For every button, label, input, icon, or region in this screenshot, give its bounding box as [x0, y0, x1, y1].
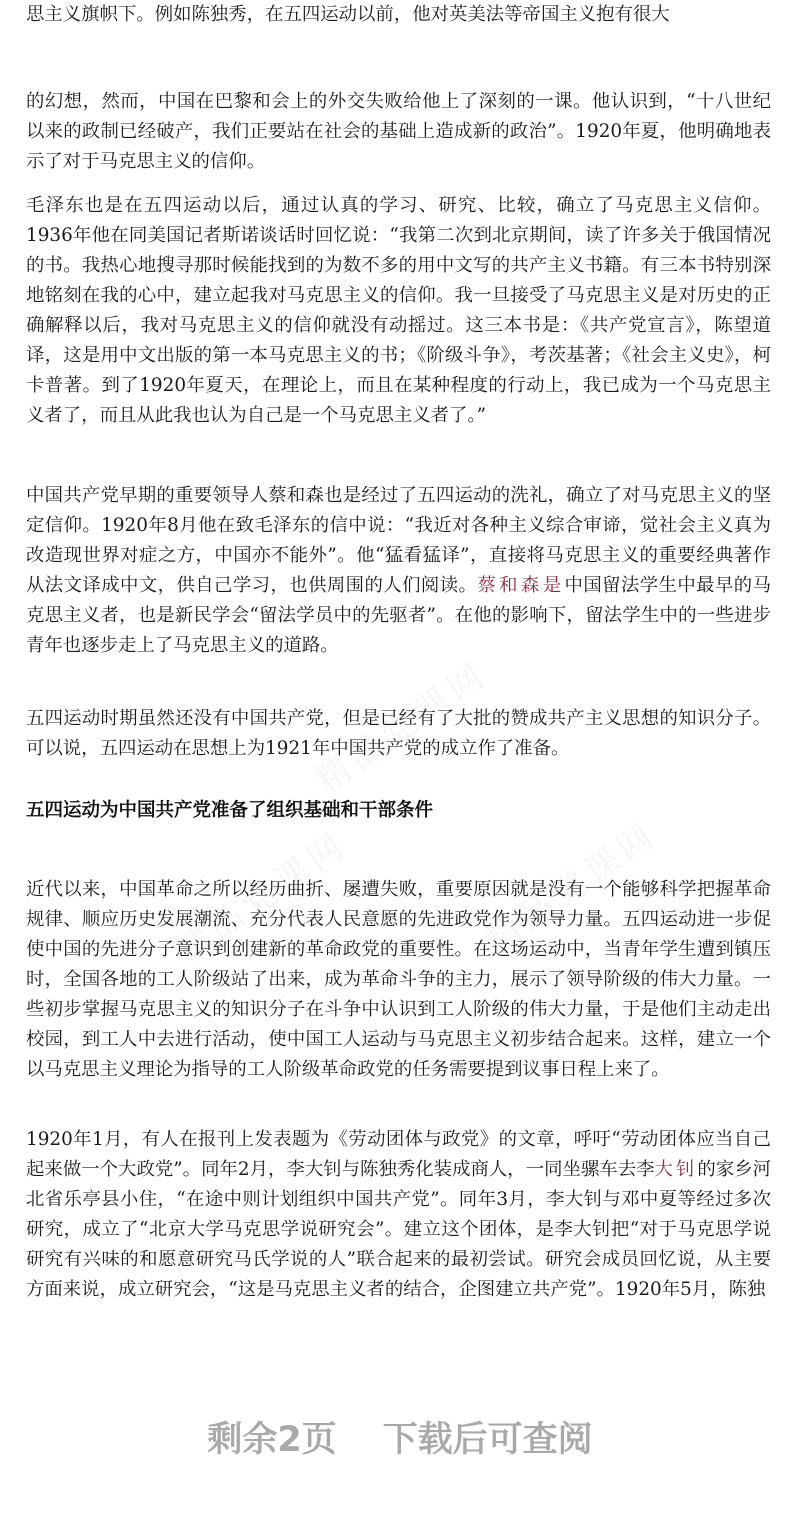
highlighted-name: 大钊 [654, 1159, 698, 1180]
download-prompt[interactable] [0, 1412, 800, 1462]
paragraph-text: 中国共产党早期的重要领导人蔡和森也是经过了五四运动的洗礼，确立了对马克思主义的坚定信仰。1920年8月他在致毛泽东的信中说：“我近对各种主义综合审谛，觉社会主义真为改造现世界对症之方，中国亦不能外”。他“猛看猛译”，直接将马克思主义的重要经典著作从法文译成中文，供自己学习，也供周围的人们阅读。 [26, 485, 771, 596]
paragraph-chen-duxiu-intro: 思主义旗帜下。例如陈独秀，在五四运动以前，他对英美法等帝国主义抱有很大 [26, 4, 670, 25]
paragraph-text: 中国留法学生中最早的马克思主义者，也是新民学会“留法学员中的先驱者”。在他的影响下，留法学生中的一些进步青年也逐步走上了马克思主义的道路。 [26, 575, 771, 656]
paragraph-cai-hesen [26, 481, 771, 661]
paragraph-mao-zedong: 毛泽东也是在五四运动以后，通过认真的学习、研究、比较，确立了马克思主义信仰。1936年他在同美国记者斯诺谈话时回忆说：“我第二次到北京期间，读了许多关于俄国情况的书。我热心地搜寻那时候能找到的为数不多的用中文写的共产主义书籍。有三本书特别深地铭刻在我的心中，建立起我对马克思主义的信仰。我一旦接受了马克思主义是对历史的正确解释以后，我对马克思主义的信仰就没有动摇过。这三本书是：《共产党宣言》，陈望道译，这是用中文出版的第一本马克思主义的书；《阶级斗争》，考茨基著；《社会主义史》，柯卡普著。到了1920年夏天，在理论上，而且在某种程度的行动上，我已成为一个马克思主义者了，而且从此我也认为自己是一个马克思主义者了。” [26, 195, 771, 426]
paragraph-chen-duxiu: 的幻想，然而，中国在巴黎和会上的外交失败给他上了深刻的一课。他认识到，“十八世纪以来的政制已经破产，我们正要站在社会的基础上造成新的政治”。1920年夏，他明确地表示了对于马克思主义的信仰。 [26, 91, 771, 172]
paragraph-1920-january [26, 1125, 771, 1305]
paragraph-modern-revolution: 近代以来，中国革命之所以经历曲折、屡遭失败，重要原因就是没有一个能够科学把握革命规律、顺应历史发展潮流、充分代表人民意愿的先进政党作为领导力量。五四运动进一步促使中国的先进分子意识到创建新的革命政党的重要性。在这场运动中，当青年学生遭到镇压时，全国各地的工人阶级站了出来，成为革命斗争的主力，展示了领导阶级的伟大力量。一些初步掌握马克思主义的知识分子在斗争中认识到工人阶级的伟大力量，于是他们主动走出校园，到工人中去进行活动，使中国工人运动与马克思主义初步结合起来。这样，建立一个以马克思主义理论为指导的工人阶级革命政党的任务需要提到议事日程上来了。 [26, 879, 771, 1080]
download-to-read-label[interactable]: 下载后可查阅 [382, 1420, 593, 1460]
highlighted-name: 蔡和森是 [477, 575, 565, 596]
section-heading: 五四运动为中国共产党准备了组织基础和干部条件 [26, 800, 434, 821]
paragraph-may-fourth-summary: 五四运动时期虽然还没有中国共产党，但是已经有了大批的赞成共产主义思想的知识分子。可以说，五四运动在思想上为1921年中国共产党的成立作了准备。 [26, 708, 771, 759]
paragraph-text: 1920年1月，有人在报刊上发表题为《劳动团体与政党》的文章，呼吁“劳动团体应当自己起来做一个大政党”。同年2月，李大钊与陈独秀化装成商人，一同坐骡车去李 [26, 1129, 771, 1180]
remaining-pages-label[interactable]: 剩余2页 [207, 1420, 337, 1460]
paragraph-text: 的家乡河北省乐亭县小住，“在途中则计划组织中国共产党”。同年3月，李大钊与邓中夏等经过多次研究，成立了“北京大学马克思学说研究会”。建立这个团体，是李大钊把“对于马克思学说研究有兴味的和愿意研究马氏学说的人”联合起来的最初尝试。研究会成员回忆说，从主要方面来说，成立研究会，“这是马克思主义者的结合，企图建立共产党”。1920年5月，陈独 [26, 1159, 771, 1300]
